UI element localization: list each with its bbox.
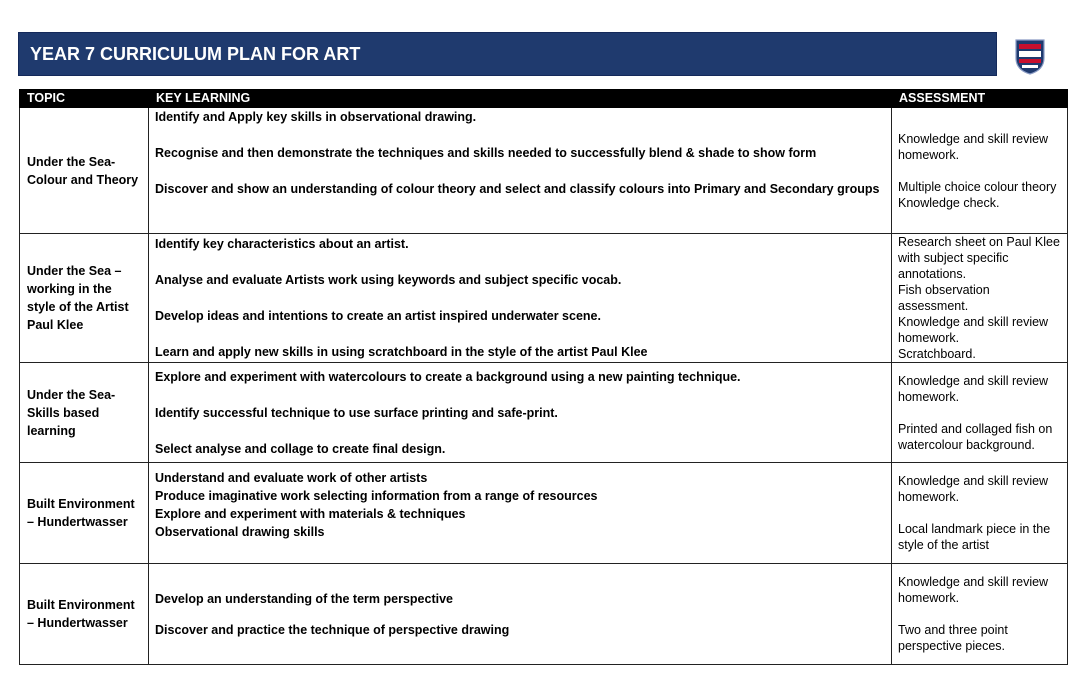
key-learning-line: Identify and Apply key skills in observational drawing. — [155, 110, 477, 124]
key-learning-line: Understand and evaluate work of other artists — [155, 471, 428, 485]
key-learning-line: Identify key characteristics about an artist. — [155, 237, 409, 251]
topic-line: Under the Sea- — [27, 387, 116, 402]
assessment-line: Multiple choice colour theory Knowledge check. — [898, 179, 1057, 210]
key-learning-line: Develop an understanding of the term perspective — [155, 591, 453, 606]
topic-line: Built Environment — [27, 598, 135, 612]
table-row — [20, 108, 1068, 234]
topic-line: Under the Sea – — [27, 264, 122, 278]
key-learning-line: Discover and show an understanding of colour theory and select and classify colours into Primary and Secondary groups — [155, 182, 880, 196]
page-title-text: YEAR 7 CURRICULUM PLAN FOR ART — [30, 43, 361, 64]
key-learning-line: Explore and experiment with watercolours to create a background using a new painting technique. — [155, 369, 741, 384]
assessment-cell — [892, 108, 1068, 234]
key-learning-line: Identify successful technique to use surface printing and safe-print. — [155, 405, 558, 420]
assessment-cell — [892, 234, 1068, 363]
assessment-line: Knowledge and skill review homework. — [898, 575, 1049, 605]
topic-line: Skills based — [27, 405, 100, 420]
page-title — [18, 32, 997, 76]
topic-line: Built Environment — [27, 497, 135, 511]
assessment-line: Fish observation assessment. — [898, 283, 990, 313]
key-learning-line: Learn and apply new skills in using scratchboard in the style of the artist Paul Klee — [155, 345, 648, 359]
topic-cell — [20, 363, 149, 463]
assessment-cell — [892, 363, 1068, 463]
topic-cell — [20, 564, 149, 665]
assessment-line: Scratchboard. — [898, 347, 976, 361]
key-learning-cell — [149, 108, 892, 234]
key-learning-line: Select analyse and collage to create final design. — [155, 441, 446, 456]
table-row — [20, 363, 1068, 463]
key-learning-cell — [149, 463, 892, 564]
key-learning-line: Explore and experiment with materials & techniques — [155, 507, 466, 521]
topic-line: Colour and Theory — [27, 172, 139, 187]
key-learning-line: Produce imaginative work selecting information from a range of resources — [155, 489, 598, 503]
key-learning-cell — [149, 234, 892, 363]
table-row — [20, 234, 1068, 363]
header-topic: TOPIC — [20, 90, 149, 108]
key-learning-cell — [149, 564, 892, 665]
assessment-line: Knowledge and skill review homework. — [898, 373, 1049, 404]
key-learning-line: Observational drawing skills — [155, 525, 325, 539]
assessment-line: Knowledge and skill review homework. — [898, 315, 1049, 345]
assessment-line: Printed and collaged fish on watercolour background. — [898, 421, 1053, 452]
topic-line: Paul Klee — [27, 318, 84, 332]
key-learning-cell — [149, 363, 892, 463]
table-row — [20, 463, 1068, 564]
topic-cell — [20, 234, 149, 363]
table-row — [20, 564, 1068, 665]
topic-line: – Hundertwasser — [27, 515, 128, 529]
topic-line: Under the Sea- — [27, 154, 116, 169]
assessment-cell — [892, 564, 1068, 665]
topic-line: style of the Artist — [27, 300, 129, 314]
school-crest-icon — [1010, 36, 1050, 76]
assessment-line: Research sheet on Paul Klee with subject specific annotations. — [898, 235, 1060, 281]
topic-cell — [20, 108, 149, 234]
topic-line: – Hundertwasser — [27, 616, 128, 630]
assessment-line: Knowledge and skill review homework. — [898, 131, 1049, 162]
key-learning-line: Develop ideas and intentions to create an artist inspired underwater scene. — [155, 309, 601, 323]
topic-cell — [20, 463, 149, 564]
curriculum-table — [19, 89, 1068, 665]
header-key-learning: KEY LEARNING — [149, 90, 892, 108]
key-learning-line: Discover and practice the technique of perspective drawing — [155, 622, 510, 637]
assessment-line: Knowledge and skill review homework. — [898, 474, 1049, 504]
assessment-line: Local landmark piece in the style of the artist — [898, 522, 1051, 552]
assessment-cell — [892, 463, 1068, 564]
key-learning-line: Analyse and evaluate Artists work using keywords and subject specific vocab. — [155, 273, 622, 287]
topic-line: learning — [27, 423, 76, 438]
topic-line: working in the — [27, 282, 112, 296]
assessment-line: Two and three point perspective pieces. — [898, 623, 1008, 653]
key-learning-line: Recognise and then demonstrate the techniques and skills needed to successfully blend & shade to show form — [155, 146, 817, 160]
header-assessment: ASSESSMENT — [892, 90, 1068, 108]
table-header-row — [20, 90, 1068, 108]
